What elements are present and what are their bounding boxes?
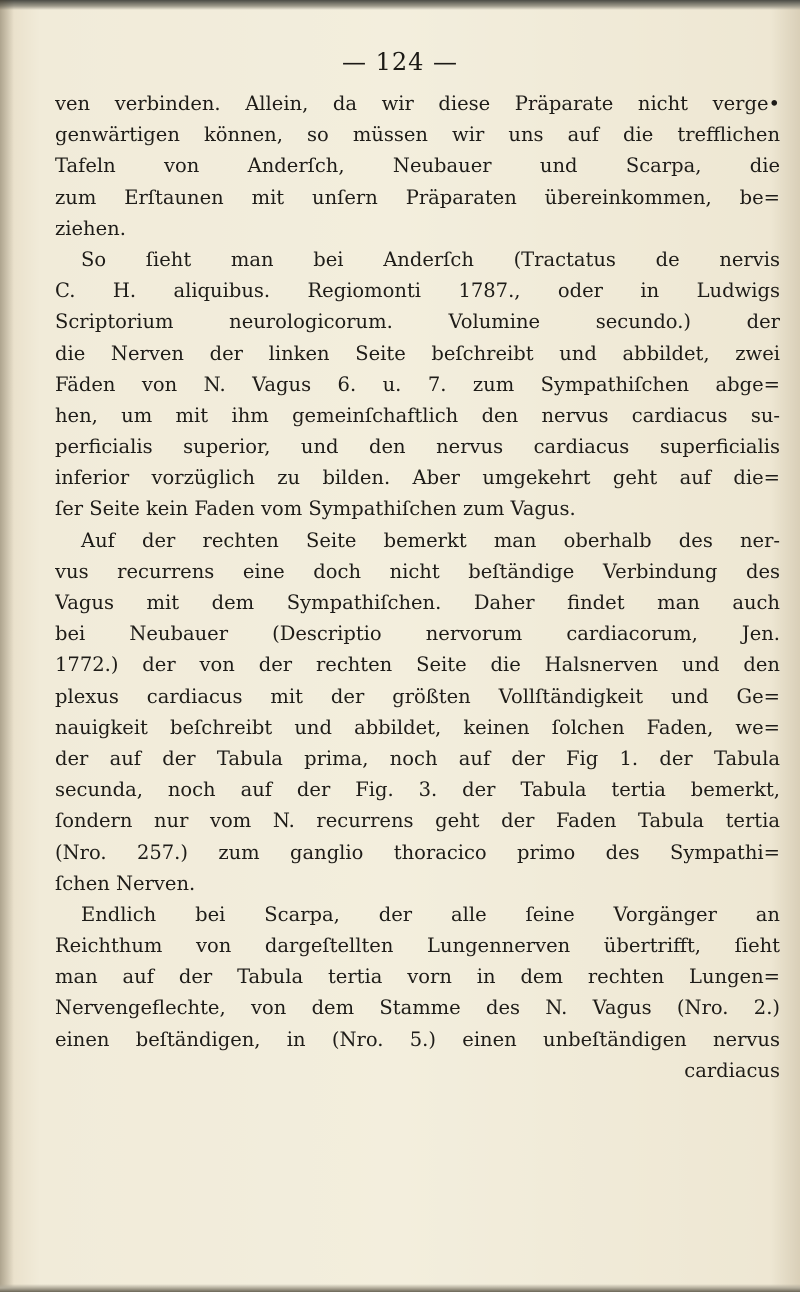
text-line: genwärtigen können, so müssen wir uns auf die trefflichen [55, 123, 780, 147]
body-text [55, 88, 780, 1086]
text-line: vus recurrens eine doch nicht beſtändige Verbindung des [55, 559, 780, 583]
text-line: secunda, noch auf der Fig. 3. der Tabula tertia bemerkt, [55, 778, 780, 802]
catchword: cardiacus [684, 1058, 780, 1082]
text-line: die Nerven der linken Seite beſchreibt und abbildet, zwei [55, 341, 780, 365]
page-top-edge [0, 0, 800, 10]
text-line: Endlich bei Scarpa, der alle ſeine Vorgänger an [81, 902, 780, 926]
text-line: ven verbinden. Allein, da wir diese Präparate nicht verge• [55, 92, 780, 115]
text-line: zum Erſtaunen mit unſern Präparaten übereinkommen, be= [55, 185, 780, 209]
page-bottom-edge [0, 1284, 800, 1292]
text-line: (Nro. 257.) zum ganglio thoracico primo des Sympathi= [55, 840, 780, 864]
text-line: perficialis superior, und den nervus cardiacus superficialis [55, 435, 780, 459]
text-line: bei Neubauer (Descriptio nervorum cardiacorum, Jen. [55, 622, 780, 646]
text-line: Auf der rechten Seite bemerkt man oberhalb des ner- [81, 528, 780, 552]
text-line: hen, um mit ihm gemeinſchaftlich den nervus cardiacus su- [55, 403, 780, 427]
text-line: 1772.) der von der rechten Seite die Halsnerven und den [55, 653, 780, 677]
text-line: ziehen. [55, 216, 126, 240]
text-line: man auf der Tabula tertia vorn in dem rechten Lungen= [55, 965, 780, 989]
text-line: C. H. aliquibus. Regiomonti 1787., oder in Ludwigs [55, 279, 780, 303]
text-line: einen beſtändigen, in (Nro. 5.) einen unbeſtändigen nervus [55, 1027, 780, 1051]
text-line: So ſieht man bei Anderſch (Tractatus de nervis [81, 247, 780, 271]
text-line: nauigkeit beſchreibt und abbildet, keinen ſolchen Faden, we= [55, 715, 780, 739]
text-line: Reichthum von dargeſtellten Lungennerven übertrifft, ſieht [55, 934, 780, 958]
text-line: Scriptorium neurologicorum. Volumine secundo.) der [55, 310, 780, 334]
text-line: der auf der Tabula prima, noch auf der Fig 1. der Tabula [55, 746, 780, 770]
text-line: ſondern nur vom N. recurrens geht der Faden Tabula tertia [55, 809, 780, 833]
text-line: plexus cardiacus mit der größten Vollſtändigkeit und Ge= [55, 684, 780, 708]
text-line: inferior vorzüglich zu bilden. Aber umgekehrt geht auf die= [55, 466, 780, 490]
page-gutter-shadow [0, 0, 14, 1292]
text-line: ſchen Nerven. [55, 871, 196, 895]
text-line: Nervengeflechte, von dem Stamme des N. Vagus (Nro. 2.) [55, 996, 780, 1020]
text-line: Vagus mit dem Sympathiſchen. Daher findet man auch [55, 591, 780, 614]
text-line: Fäden von N. Vagus 6. u. 7. zum Sympathiſchen abge= [55, 372, 780, 396]
text-line: Tafeln von Anderſch, Neubauer und Scarpa, die [55, 154, 780, 178]
text-line: ſer Seite kein Faden vom Sympathiſchen zum Vagus. [55, 497, 576, 521]
page-number: — 124 — [341, 48, 459, 76]
